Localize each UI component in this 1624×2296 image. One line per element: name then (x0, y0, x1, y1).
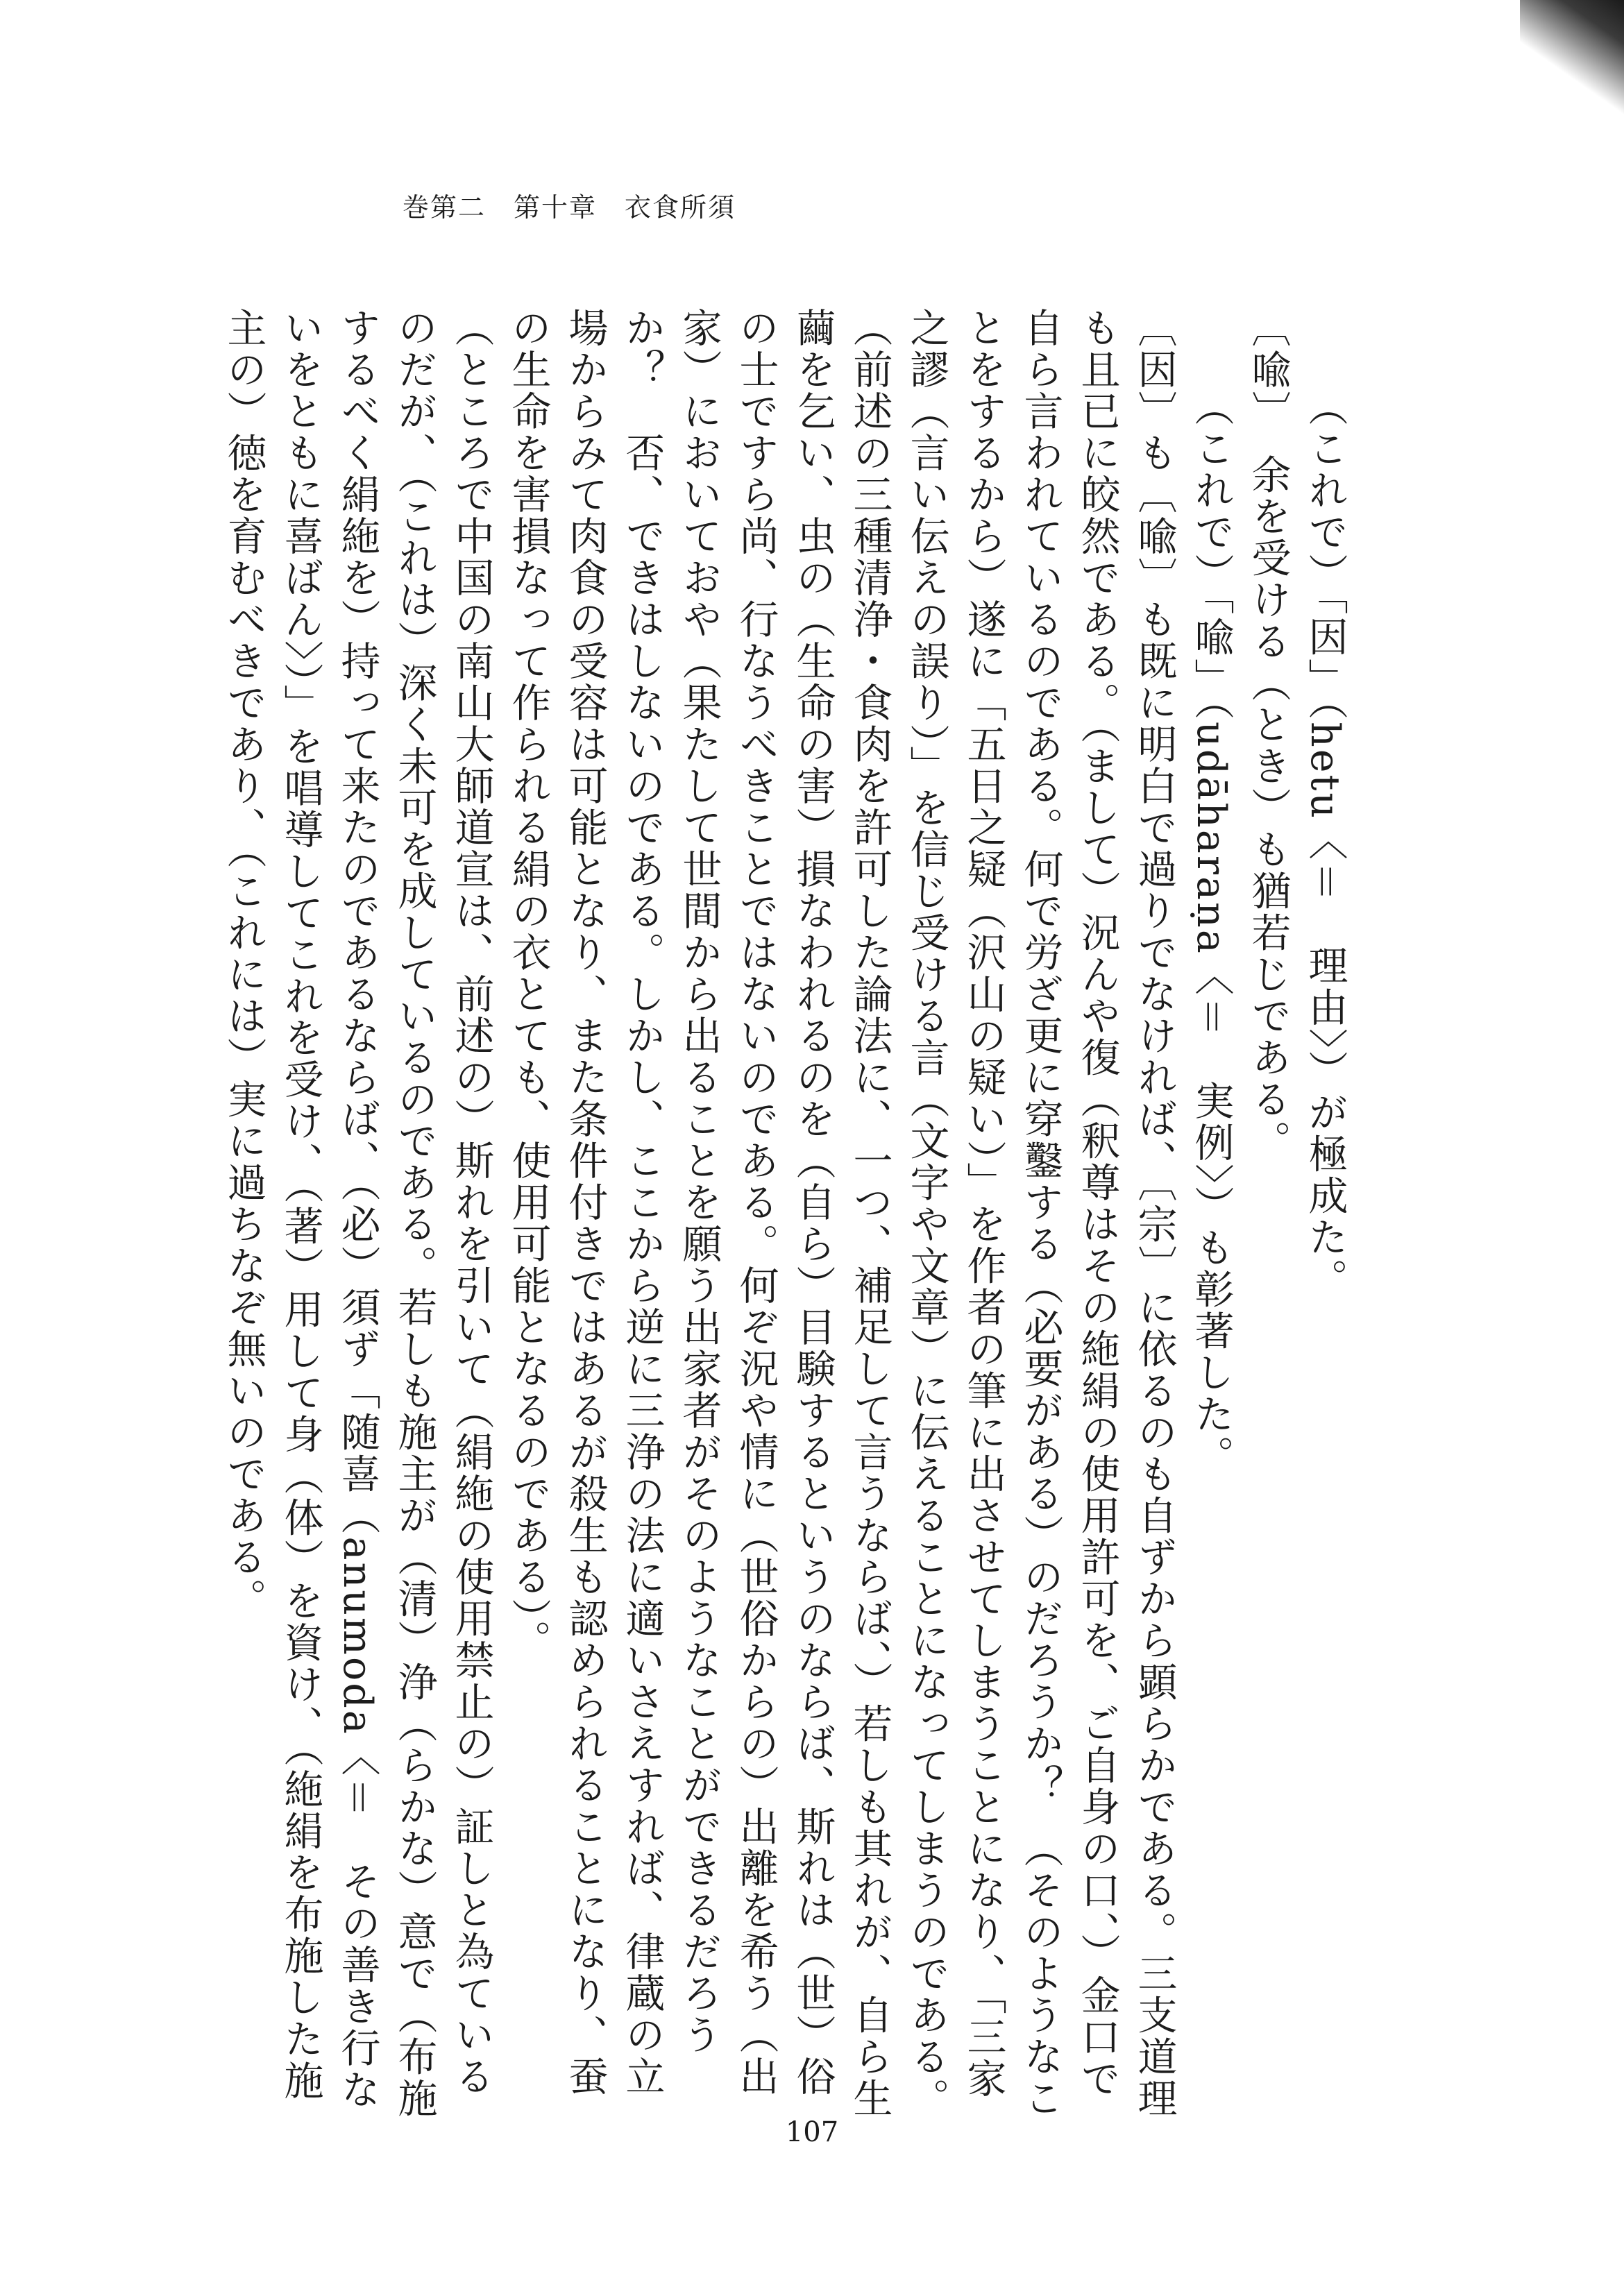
paragraph-example-label: 〔喩〕 余を受ける（とき）も猶若じである。 (1245, 307, 1291, 1162)
paragraph-three-branches: 〔因〕も〔喩〕も既に明白で過りでなければ、〔宗〕に依るのも自ずから顕らかである。三支道理も且已に皎然である。（まして）況んや復（釈尊はその絁絹の使用許可を、ご自身の口、）金口で自ら言われているのである。何で労ざ更に穿鑿する（必要がある）のだろうか？ （そのようなことをするから）遂に「五日之疑（沢山の疑い）」を作者の筆に出させてしまうことになり、「三家之謬（言い伝えの誤り）」を信じ受ける言（文字や文章）に伝えることになってしまうのである。 (904, 307, 1177, 2120)
scan-shadow (1520, 0, 1624, 125)
vertical-text-body (221, 268, 1353, 2127)
paragraph-silk-cocoons: （前述の三種清浄・食肉を許可した論法に、一つ、補足して言うならば、）若しも其れが、自ら生繭を乞い、虫の（生命の害）損なわれるのを（自ら）目験するというのならば、斯れは（世）俗の士ですら尚、行なうべきことではないのである。何ぞ況や情に（世俗からの）出離を希う（出家）においておや（果たして世間から出ることを願う出家者がそのようなことができるだろうか？ 否、できはしないのである。しかし、ここから逆に三浄の法に適いさえすれば、律蔵の立場からみて肉食の受容は可能となり、また条件付きではあるが殺生も認められることになり、蚕の生命を害損なって作られる絹の衣とても、使用可能となるのである）。 (505, 307, 893, 2120)
paragraph-daoxuan: （ところで中国の南山大師道宣は、前述の）斯れを引いて（絹絁の使用禁止の）証しと為ているのだが、（これは）深く未可を成しているのである。若しも施主が（清）浄（らかな）意で（布施するべく絹絁を）持って来たのであるならば、（必）須ず「随喜（anumoda〈＝ その善き行ないをともに喜ばん〉）」を唱導してこれを受け、（著）用して身（体）を資け、（絁絹を布施した施主の）徳を育むべきであり、（これには）実に過ちなぞ無いのである。 (221, 307, 494, 2120)
page-number: 107 (785, 2116, 839, 2148)
paragraph-inference-established: （これで）「因」（hetu〈＝ 理由〉）が極成た。 (1302, 386, 1348, 1300)
running-head: 巻第二 第十章 衣食所須 (403, 192, 736, 223)
paragraph-example-established: （これで）「喩」（udāharaṇa〈＝ 実例〉）も彰著した。 (1188, 386, 1234, 1477)
